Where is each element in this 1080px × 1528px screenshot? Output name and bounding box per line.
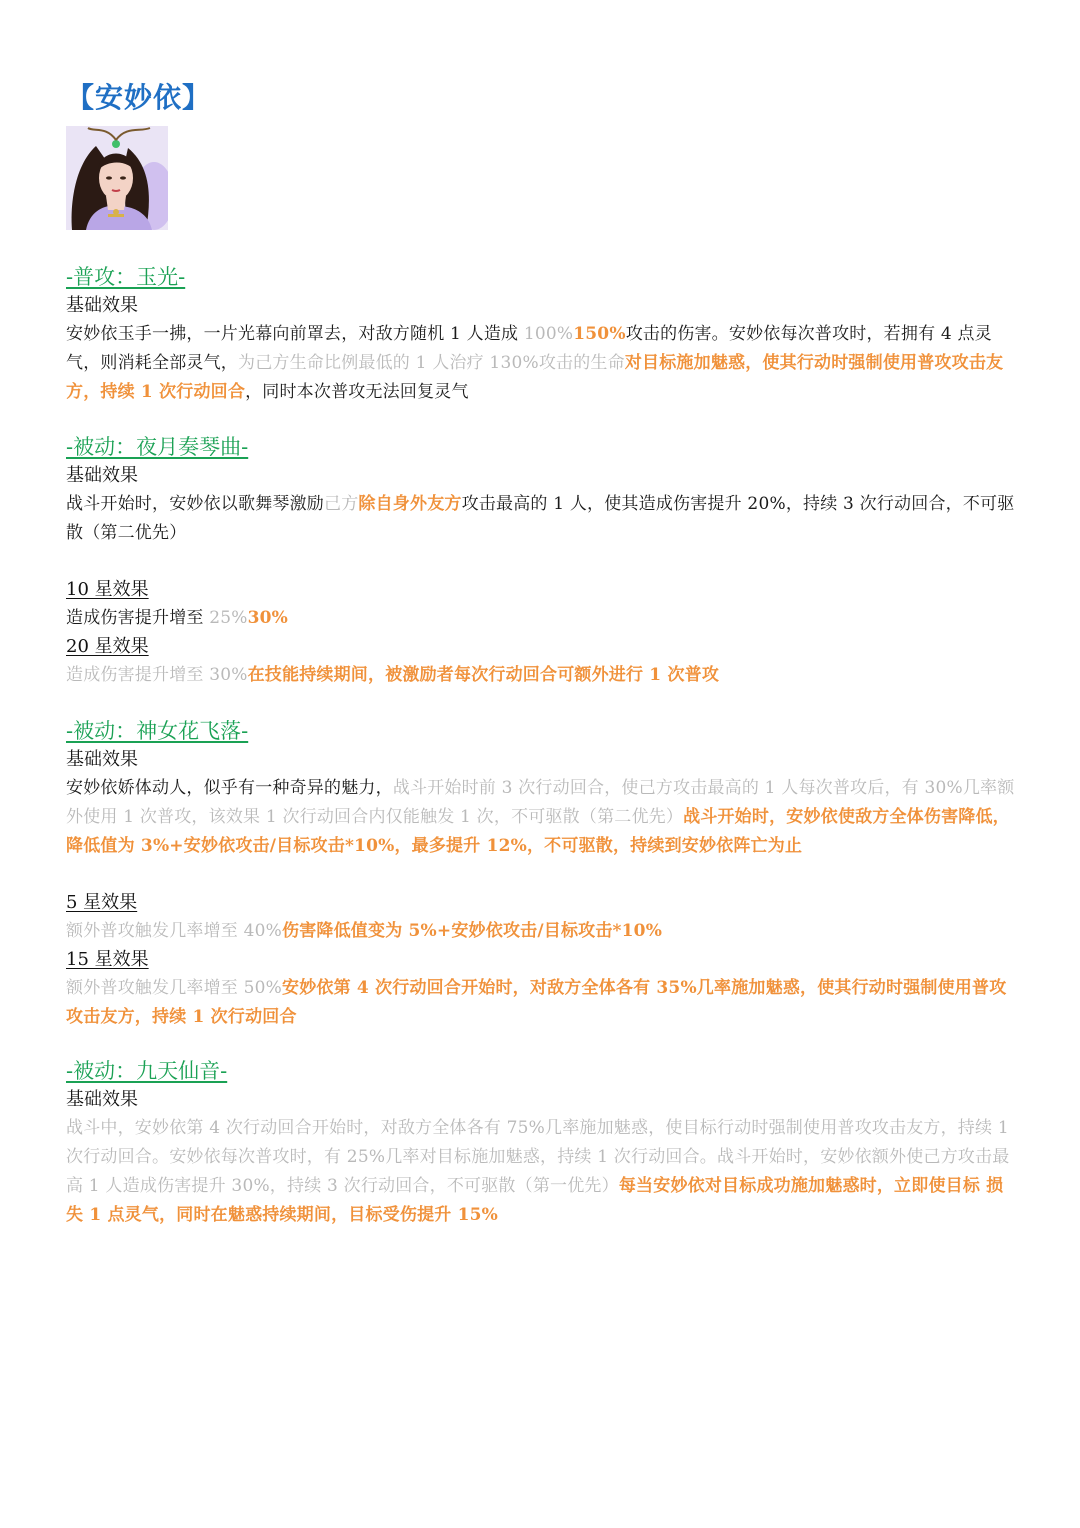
text-new-value: 每当安妙依对目标成功施加魅惑时，立即使目标 损失 1 点灵气，同时在魅惑持续期间，目标受伤提升 15%: [66, 1176, 1004, 1225]
skill-title: -被动：夜月奏琴曲-: [66, 435, 249, 459]
skill-description: [66, 320, 1018, 407]
text-old-value: 战斗开始时前 3 次行动回合，使己方攻击最高的 1 人每次普攻后，有 30%几率额外使用 1 次普攻，该效果 1 次行动回合内仅能触发 1 次，不可驱散（第二优先）: [66, 778, 1015, 827]
page-title: 【安妙依】: [66, 81, 212, 114]
text-old-value: 己方: [324, 494, 359, 514]
skill-section-goddess-flowers: [66, 716, 1018, 1032]
star20-description: [66, 661, 1018, 690]
skill-title: -被动：九天仙音-: [66, 1059, 228, 1083]
skill-description: [66, 490, 1018, 548]
base-effect-label: 基础效果: [66, 1089, 138, 1110]
star10-description: [66, 604, 1018, 633]
base-effect-label: 基础效果: [66, 295, 138, 316]
skill-section-heavenly-sound: [66, 1056, 1018, 1230]
text-old-value: 额外普攻触发几率增至 40%: [66, 921, 282, 941]
text-new-value: 对目标施加魅惑，使其行动时强制使用普攻攻击友方，持续 1 次行动回合: [66, 353, 1004, 402]
text-normal: 造成伤害提升增至: [66, 608, 210, 628]
text-new-value: 安妙依第 4 次行动回合开始时，对敌方全体各有 35%几率施加魅惑，使其行动时强制使用普攻攻击友方，持续 1 次行动回合: [66, 978, 1007, 1027]
star10-label: 10 星效果: [66, 579, 149, 600]
star5-label: 5 星效果: [66, 892, 138, 913]
text-old-value: 额外普攻触发几率增至 50%: [66, 978, 282, 998]
text-old-value: 为己方生命比例最低的 1 人治疗 130%攻击的生命: [238, 353, 625, 373]
character-portrait: [66, 126, 168, 230]
text-old-value: 战斗中，安妙依第 4 次行动回合开始时，对敌方全体各有 75%几率施加魅惑，使目标行动时强制使用普攻攻击友方，持续 1 次行动回合。安妙依每次普攻时，有 25%几率对目标施加魅惑，持续 1 次行动回合。战斗开始时，安妙依额外使己方攻击最高 1 人造成伤害提升 30%，持续 3 次行动回合，不可驱散（第一优先）: [66, 1118, 1010, 1196]
skill-description: [66, 774, 1018, 861]
skill-section-moon-song: [66, 432, 1018, 690]
text-normal: ，同时本次普攻无法回复灵气: [245, 382, 469, 402]
text-new-value: 30%: [247, 608, 289, 628]
text-new-value: 伤害降低值变为 5%+安妙依攻击/目标攻击*10%: [282, 921, 663, 941]
text-old-value: 造成伤害提升增至 30%: [66, 665, 248, 685]
base-effect-label: 基础效果: [66, 465, 138, 486]
star20-label: 20 星效果: [66, 636, 149, 657]
text-new-value: 战斗开始时，安妙依使敌方全体伤害降低，降低值为 3%+安妙依攻击/目标攻击*10%，最多提升 12%，不可驱散，持续到安妙依阵亡为止: [66, 807, 1010, 856]
text-new-value: 除自身外友方: [358, 494, 462, 514]
text-normal: 攻击最高的 1 人，使其造成伤害提升 20%，持续 3 次行动回合，不可驱散（第二优先）: [66, 494, 1015, 543]
text-normal: 安妙依娇体动人，似乎有一种奇异的魅力，: [66, 778, 393, 798]
star15-description: [66, 974, 1018, 1032]
text-normal: 攻击的伤害。安妙依每次普攻时，若拥有 4 点灵气，则消耗全部灵气，: [66, 324, 992, 373]
skill-description: [66, 1114, 1018, 1230]
text-old-value: 100%: [523, 324, 574, 344]
text-normal: 战斗开始时，安妙依以歌舞琴激励: [66, 494, 324, 514]
skill-title: -普攻：玉光-: [66, 265, 186, 289]
skill-section-basic-attack: [66, 262, 1018, 407]
text-old-value: 25%: [209, 608, 248, 628]
text-new-value: 在技能持续期间，被激励者每次行动回合可额外进行 1 次普攻: [247, 665, 720, 685]
text-new-value: 150%: [573, 324, 626, 344]
skill-title: -被动：神女花飞落-: [66, 719, 249, 743]
star5-description: [66, 917, 1018, 946]
portrait-image: [66, 126, 168, 230]
text-normal: 安妙依玉手一拂，一片光幕向前罩去，对敌方随机 1 人造成: [66, 324, 524, 344]
star15-label: 15 星效果: [66, 949, 149, 970]
base-effect-label: 基础效果: [66, 749, 138, 770]
